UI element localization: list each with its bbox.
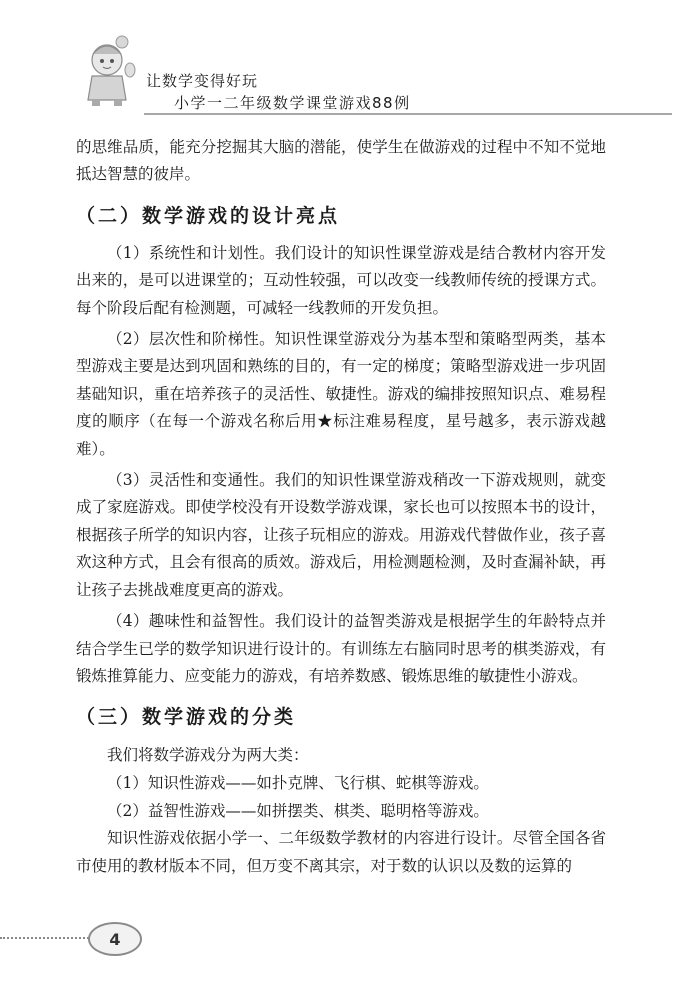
page-number: 4 [88, 922, 142, 956]
classification-item: （1）知识性游戏——如扑克牌、飞行棋、蛇棋等游戏。 [107, 774, 489, 793]
page-body [76, 134, 606, 884]
book-title: 让数学变得好玩 [146, 72, 259, 90]
running-header [74, 30, 674, 110]
section-heading-classification: （三）数学游戏的分类 [76, 706, 297, 729]
closing-paragraph: 知识性游戏依据小学一、二年级数学教材的内容进行设计。尽管全国各省市使用的教材版本不同，但万变不离其宗，对于数的认识以及数的运算的 [76, 829, 606, 875]
paragraph-hierarchical: （2）层次性和阶梯性。知识性课堂游戏分为基本型和策略型两类，基本型游戏主要是达到巩固和熟练的目的，有一定的梯度；策略型游戏进一步巩固基础知识，重在培养孩子的灵活性、敏捷性。游戏的编排按照知识点、难易程度的顺序（在每一个游戏名称后用★标注难易程度，星号越多，表示游戏越难）。 [76, 330, 606, 458]
paragraph-fun: （4）趣味性和益智性。我们设计的益智类游戏是根据学生的年龄特点并结合学生已学的数学知识进行设计的。有训练左右脑同时思考的棋类游戏，有锻炼推算能力、应变能力的游戏，有培养数感、锻炼思维的敏捷性小游戏。 [76, 612, 606, 685]
header-divider [144, 113, 672, 115]
mascot-icon [74, 30, 144, 108]
footer-dotted-line [0, 937, 92, 939]
intro-paragraph: 的思维品质，能充分挖掘其大脑的潜能，使学生在做游戏的过程中不知不觉地抵达智慧的彼岸。 [76, 138, 606, 184]
paragraph-systematic: （1）系统性和计划性。我们设计的知识性课堂游戏是结合教材内容开发出来的，是可以进课堂的；互动性较强，可以改变一线教师传统的授课方式。每个阶段后配有检测题，可减轻一线教师的开发负担。 [76, 243, 606, 317]
page-footer [0, 918, 700, 958]
paragraph-flexible: （3）灵活性和变通性。我们的知识性课堂游戏稍改一下游戏规则，就变成了家庭游戏。即使学校没有开设数学游戏课，家长也可以按照本书的设计，根据孩子所学的知识内容，让孩子玩相应的游戏。用游戏代替做作业，孩子喜欢这种方式，且会有很高的质效。游戏后，用检测题检测，及时查漏补缺，再让孩子去挑战难度更高的游戏。 [76, 471, 606, 599]
section-heading-design: （二）数学游戏的设计亮点 [76, 204, 341, 227]
book-subtitle: 小学一二年级数学课堂游戏88例 [174, 94, 411, 112]
classification-item: （2）益智性游戏——如拼摆类、棋类、聪明格等游戏。 [107, 802, 489, 821]
classification-lead: 我们将数学游戏分为两大类： [107, 746, 309, 765]
